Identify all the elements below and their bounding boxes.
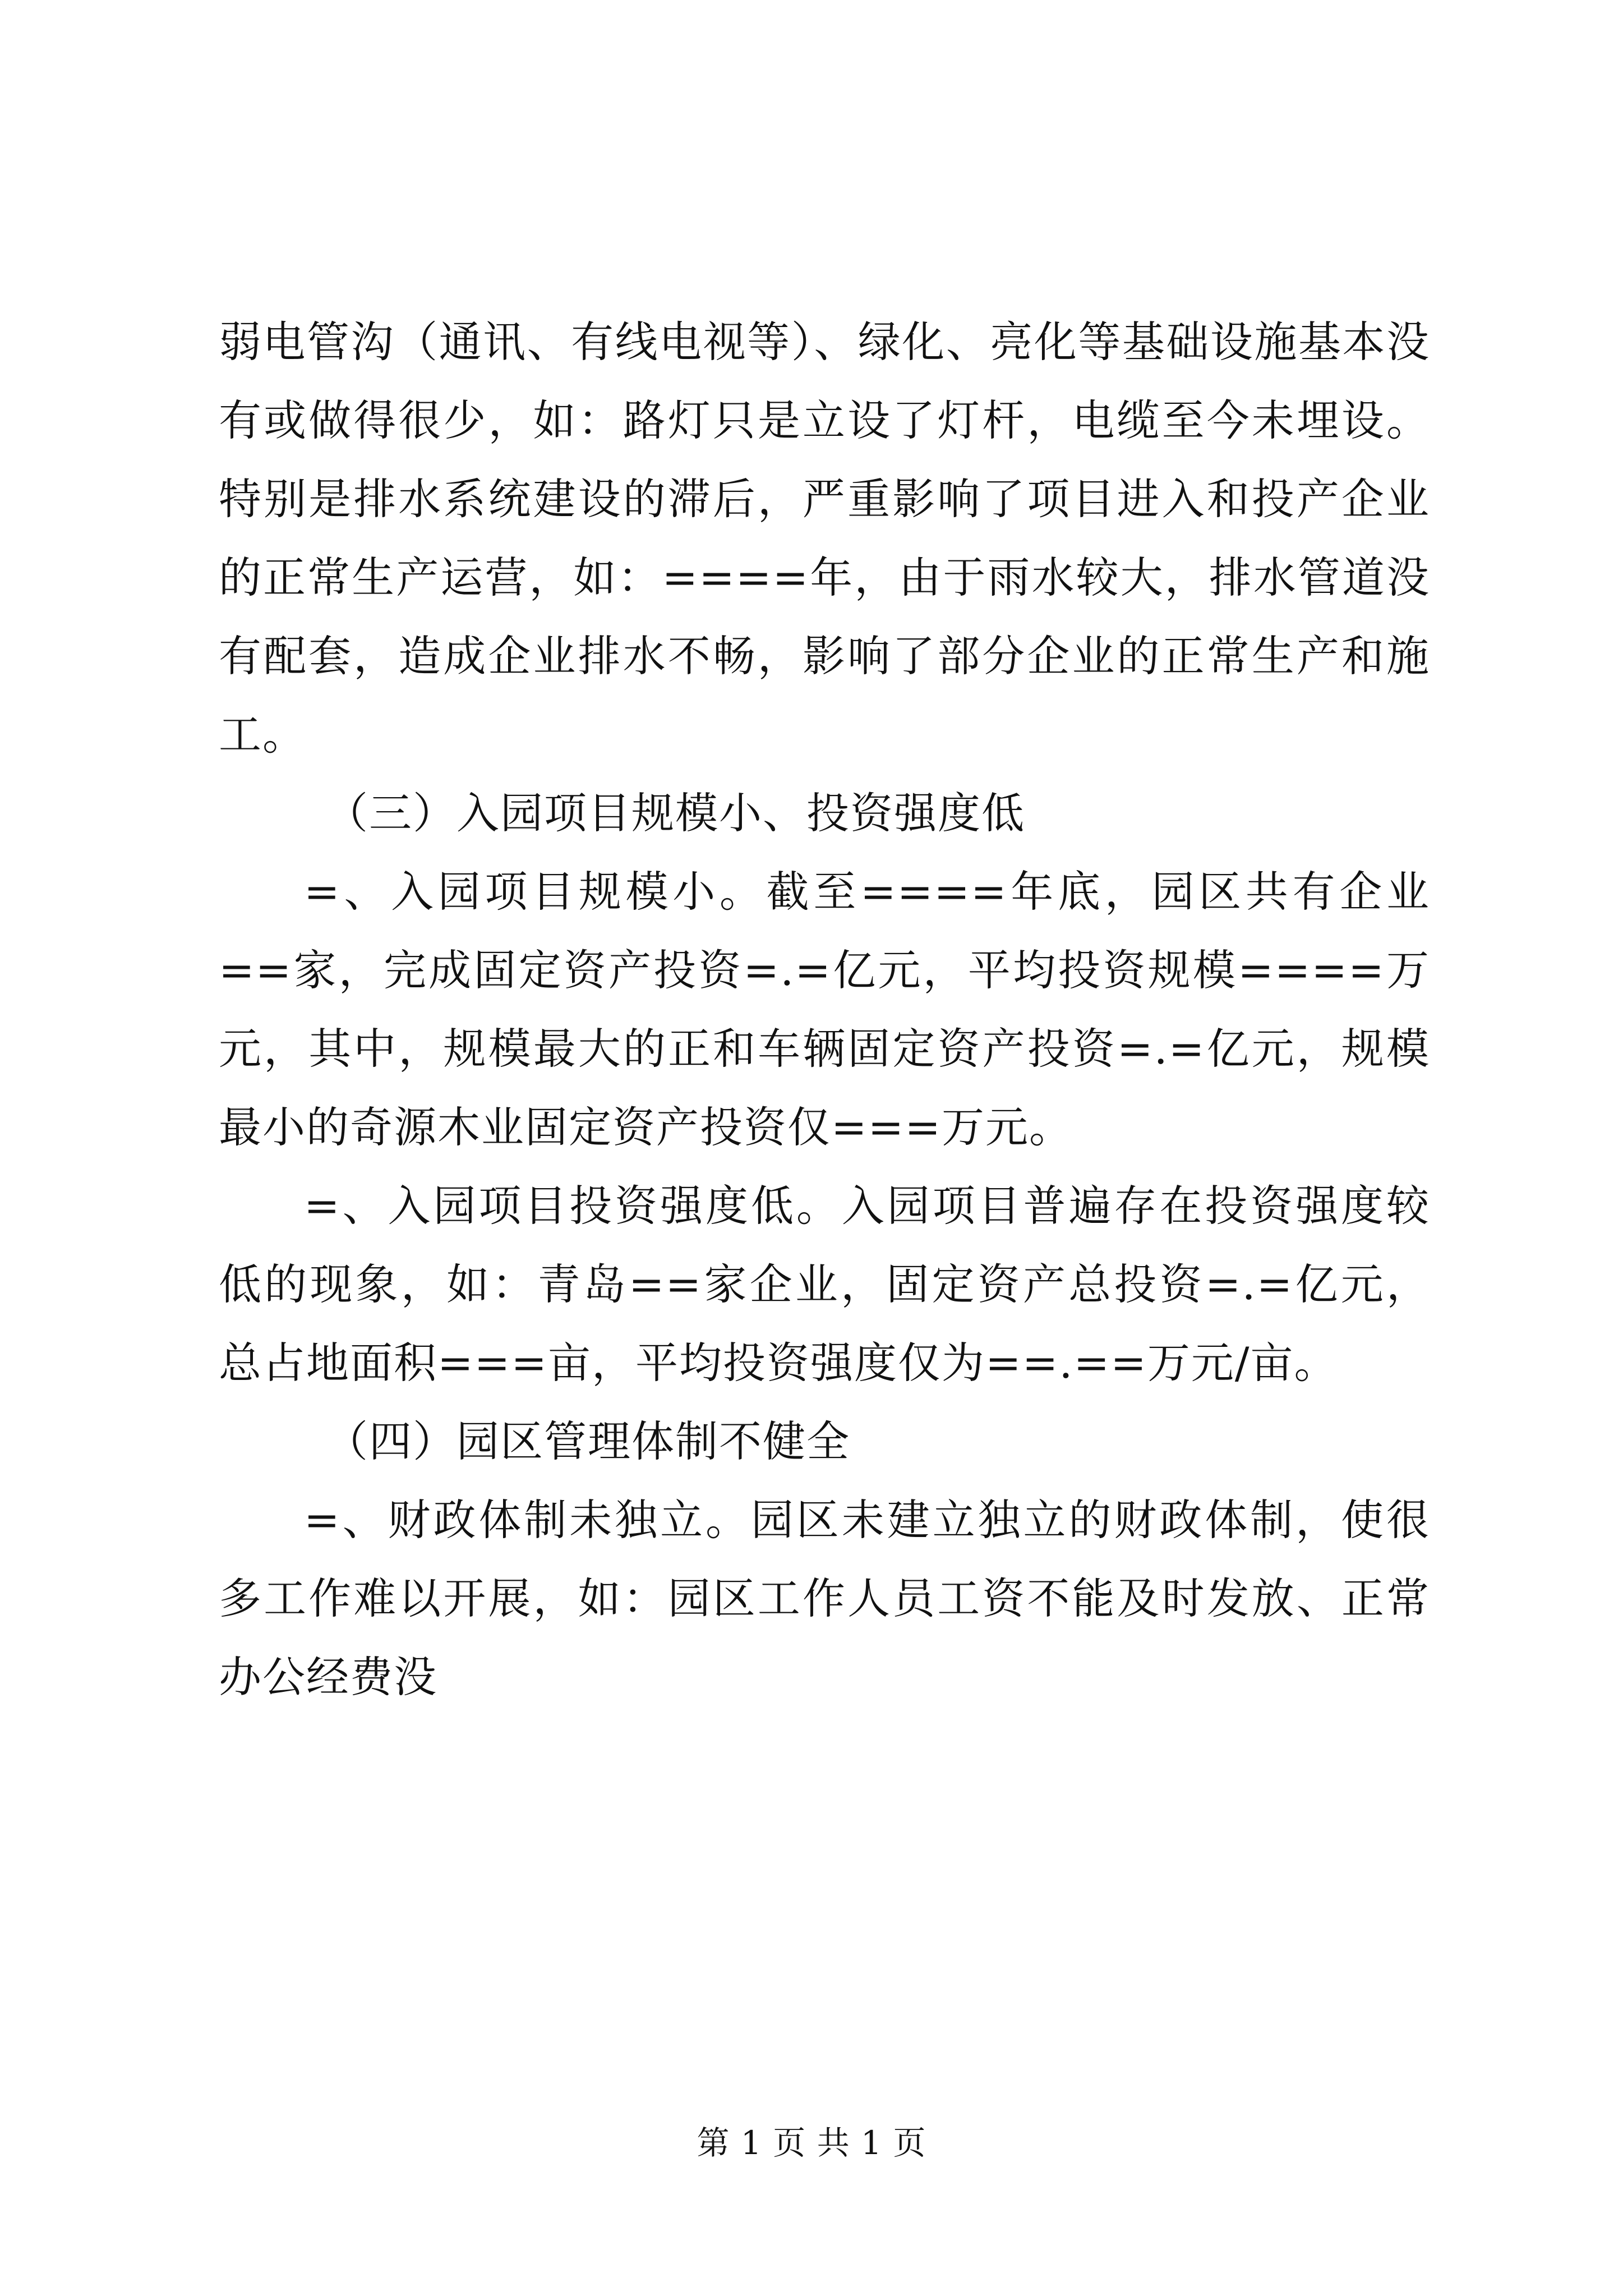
paragraph-point-4-1: =、财政体制未独立。园区未建立独立的财政体制，使很多工作难以开展，如：园区工作人员工资不能及时发放、正常办公经费没 — [219, 1495, 1430, 1702]
paragraph-continuation: 弱电管沟（通讯、有线电视等）、绿化、亮化等基础设施基本没有或做得很少，如：路灯只是立设了灯杆，电缆至今未埋设。特别是排水系统建设的滞后，严重影响了项目进入和投产企业的正常生产运营，如：====年，由于雨水较大，排水管道没有配套，造成企业排水不畅，影响了部分企业的正常生产和施工。 — [219, 317, 1430, 760]
paragraph-point-3-1: =、入园项目规模小。截至====年底，园区共有企业==家，完成固定资产投资=.=亿元，平均投资规模====万元，其中，规模最大的正和车辆固定资产投资=.=亿元，规模最小的奇源木业固定资产投资仅===万元。 — [219, 867, 1430, 1152]
paragraph-point-3-2: =、入园项目投资强度低。入园项目普遍存在投资强度较低的现象，如：青岛==家企业，固定资产总投资=.=亿元，总占地面积===亩，平均投资强度仅为==.==万元/亩。 — [219, 1181, 1430, 1388]
page-footer: 第 1 页 共 1 页 — [697, 2124, 926, 2162]
section-heading-4: （四）园区管理体制不健全 — [325, 1416, 850, 1466]
section-heading-3: （三）入园项目规模小、投资强度低 — [325, 788, 1025, 838]
document-body — [219, 303, 1430, 1717]
